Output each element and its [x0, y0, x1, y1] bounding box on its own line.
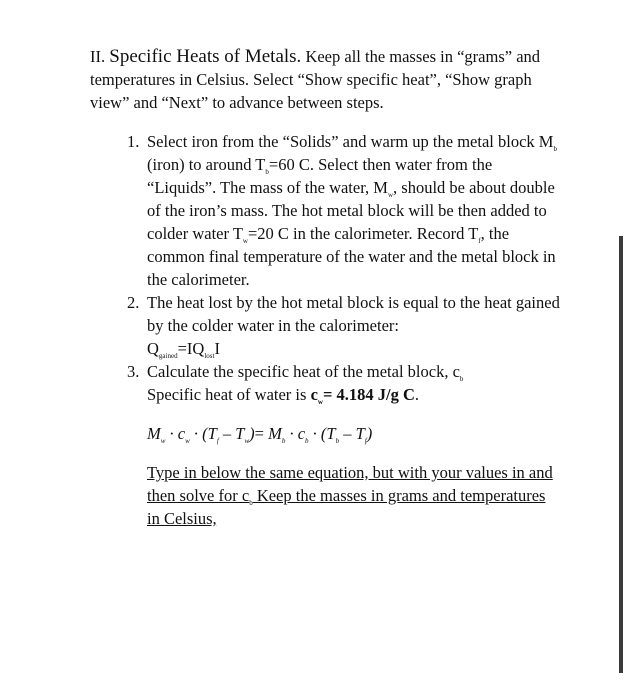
section-title: Specific Heats of Metals.	[109, 46, 302, 67]
eq-part: M	[268, 424, 282, 443]
subscript: b	[553, 145, 557, 153]
water-c-symbol: c	[310, 385, 318, 404]
step-text: (iron) to around T	[147, 155, 266, 174]
steps-list	[90, 130, 560, 406]
eq-part: – T	[339, 424, 365, 443]
heat-balance-equation	[147, 422, 560, 445]
intro-first: Keep all the masses in	[305, 47, 453, 66]
intro-rest: “grams” and temperatures in Celsius. Select “Show specific heat”, “Show graph view” and “Next” to advance between steps.	[90, 47, 541, 112]
formula-part: Q	[147, 339, 159, 358]
section-intro	[90, 45, 560, 114]
step-text: , the common final temperature of the water and the metal block in the calorimeter.	[147, 224, 556, 289]
subscript: w	[185, 437, 190, 445]
step-text: Select iron from the “Solids” and warm up the metal block M	[147, 132, 554, 151]
subscript: w	[244, 437, 250, 445]
step-1	[90, 130, 560, 291]
subscript: w	[387, 191, 394, 199]
document-content	[90, 45, 560, 530]
subscript: b	[335, 437, 340, 445]
formula-part: I	[214, 339, 220, 358]
instruction-text: Keep the masses in grams and temperatures in Celsius,	[147, 486, 546, 528]
subscript: b	[305, 437, 309, 445]
instruction-note	[147, 461, 560, 530]
eq-part: – T	[218, 424, 245, 443]
subscript: w	[317, 398, 323, 406]
subscript: f	[364, 437, 367, 445]
step-text: .	[414, 385, 419, 404]
eq-part: )	[366, 424, 373, 443]
step-number: 3.	[127, 362, 140, 381]
subscript: b	[281, 437, 286, 445]
formula-part: =IQ	[177, 339, 205, 358]
heat-formula	[147, 339, 220, 358]
subscript: gained	[158, 352, 178, 360]
step-3	[90, 360, 560, 406]
water-specific-heat-value: = 4.184 J/g C	[322, 385, 415, 404]
step-text: The heat lost by the hot metal block is equal to the heat gained by the colder water in the calorimeter:	[147, 293, 560, 335]
step-text: , should be about double of the iron’s mass. The hot metal block will be then added to colder water T	[147, 178, 555, 243]
subscript: w	[242, 237, 248, 245]
step-number: 2.	[127, 293, 140, 312]
subscript: b	[265, 168, 269, 176]
eq-part: · (T	[308, 424, 336, 443]
step-text: =20 C in the calorimeter. Record T	[247, 224, 479, 243]
subscript: b	[459, 375, 464, 383]
eq-equals: =	[254, 424, 269, 443]
eq-part: · c	[165, 424, 186, 443]
subscript: f	[216, 437, 219, 445]
subscript: w	[160, 437, 166, 445]
step-text: Calculate the specific heat of the metal block, c	[147, 362, 460, 381]
instruction-text: Type in below the same equation, but with your values in and then solve for c	[147, 463, 553, 505]
eq-part: · (T	[189, 424, 217, 443]
step-text: =60 C. Select then water from the “Liquids”. The mass of the water, M	[147, 155, 493, 197]
step-number: 1.	[127, 132, 140, 151]
scrollbar[interactable]	[619, 236, 623, 673]
eq-part: )	[249, 424, 255, 443]
step-2	[90, 291, 560, 360]
eq-part: · c	[285, 424, 306, 443]
step-text: Specific heat of water is	[147, 385, 311, 404]
eq-part: M	[147, 424, 161, 443]
subscript: f	[478, 237, 481, 245]
section-number: II.	[90, 47, 106, 66]
subscript: lost	[204, 352, 215, 360]
subscript: b	[249, 499, 253, 507]
